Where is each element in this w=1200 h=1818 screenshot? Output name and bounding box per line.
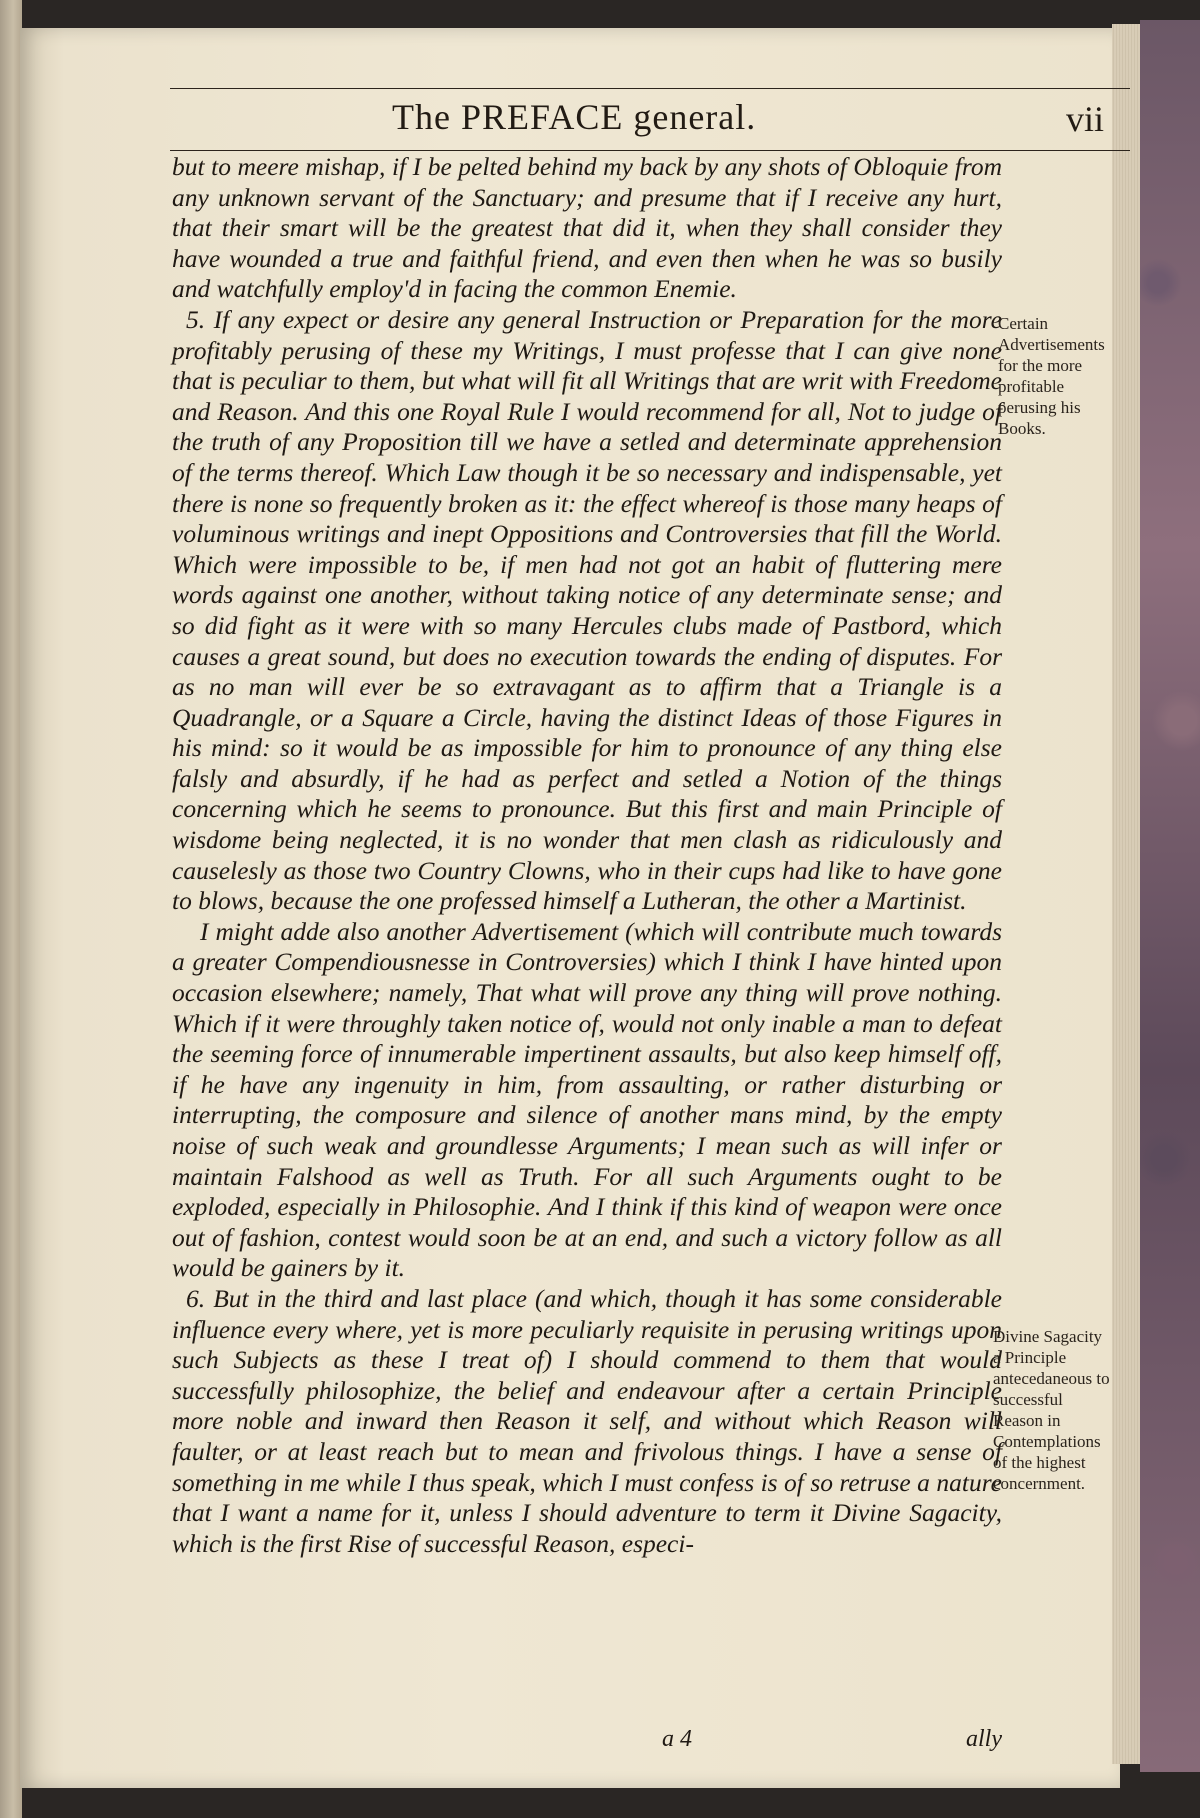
paragraph-continuation: but to meere mishap, if I be pelted behind my back by any shots of Obloquie from any unknown servant of the Sanctuary; and presume that if I receive any hurt, that their smart will be the greatest that did it, when they shall consider they have wounded a true and faithful friend, and even then when he was so busily and watchfully employ'd in facing the common Enemie. (172, 152, 1002, 304)
paragraph-6: 6. But in the third and last place (and which, though it has some considerable influence every where, yet is more peculiarly requisite in perusing writings upon such Subjects as these I treat of) I should commend to them that would successfully philosophize, the belief and endeavour after a certain Principle more noble and inward then Reason it self, and without which Reason will faulter, or at least reach but to mean and frivolous things. I have a sense of something in me while I thus speak, which I must confess is of so retruse a nature that I want a name for it, unless I should adventure to term it Divine Sagacity, which is the first Rise of successful Reason, especi- (172, 1283, 1002, 1558)
running-head: The PREFACE general. (392, 97, 757, 137)
header-rule-top (170, 88, 1130, 89)
page-number: vii (1065, 99, 1104, 139)
header-rule-bottom (170, 150, 1130, 151)
page-edges (1112, 24, 1142, 1764)
margin-note-divine-sagacity: Divine Sagacity a Principle antecedaneous to successful Reason in Contemplations of the highest concernment. (993, 1327, 1110, 1493)
catchword: ally (966, 1726, 1002, 1752)
paragraph-advertisement: I might adde also another Advertisement (which will contribute much towards a greater Compendiousnesse in Controversies) which I think I have hinted upon occasion elsewhere; namely, That what will prove any thing will prove nothing. Which if it were throughly taken notice of, would not only inable a man to defeat the seeming force of innumerable impertinent assaults, but also keep himself off, if he have any ingenuity in him, from assaulting, or rather disturbing or interrupting, the composure and silence of another mans mind, by the empty noise of such weak and groundlesse Arguments; I mean such as will infer or maintain Falshood as well as Truth. For all such Arguments ought to be exploded, especially in Philosophie. And I think if this kind of weapon were once out of fashion, contest would soon be at an end, and such a victory follow as all would be gainers by it. (172, 916, 1002, 1283)
paragraph-5: 5. If any expect or desire any general Instruction or Preparation for the more profitably perusing of these my Writings, I must professe that I can give none that is peculiar to them, but what will fit all Writings that are writ with Freedome and Reason. And this one Royal Rule I would recommend for all, Not to judge of the truth of any Proposition till we have a setled and determinate apprehension of the terms thereof. Which Law though it be so necessary and indispensable, yet there is none so frequently broken as it: the effect whereof is those many heaps of voluminous writings and inept Oppositions and Controversies that fill the World. Which were impossible to be, if men had not got an habit of fluttering mere words against one another, without taking notice of any determinate sense; and so did fight as it were with so many Hercules clubs made of Pastbord, which causes a great sound, but does no execution towards the ending of disputes. For as no man will ever be so extravagant as to affirm that a Triangle is a Quadrangle, or a Square a Circle, having the distinct Ideas of those Figures in his mind: so it would be as impossible for him to pronounce of any thing else falsly and absurdly, if he had as perfect and setled a Notion of the things concerning which he seems to pronounce. But this first and main Principle of wisdome being neglected, it is no wonder that men clash as ridiculously and causelesly as those two Country Clowns, who in their cups had like to have gone to blows, because the one professed himself a Lutheran, the other a Martinist. (172, 304, 1002, 916)
signature-mark: a 4 (662, 1726, 692, 1752)
body-text (172, 152, 1002, 1559)
margin-note-advertisements: Certain Advertisements for the more profitable perusing his Books. (998, 314, 1105, 438)
left-board (0, 0, 22, 1818)
marbled-cover (1140, 20, 1200, 1772)
